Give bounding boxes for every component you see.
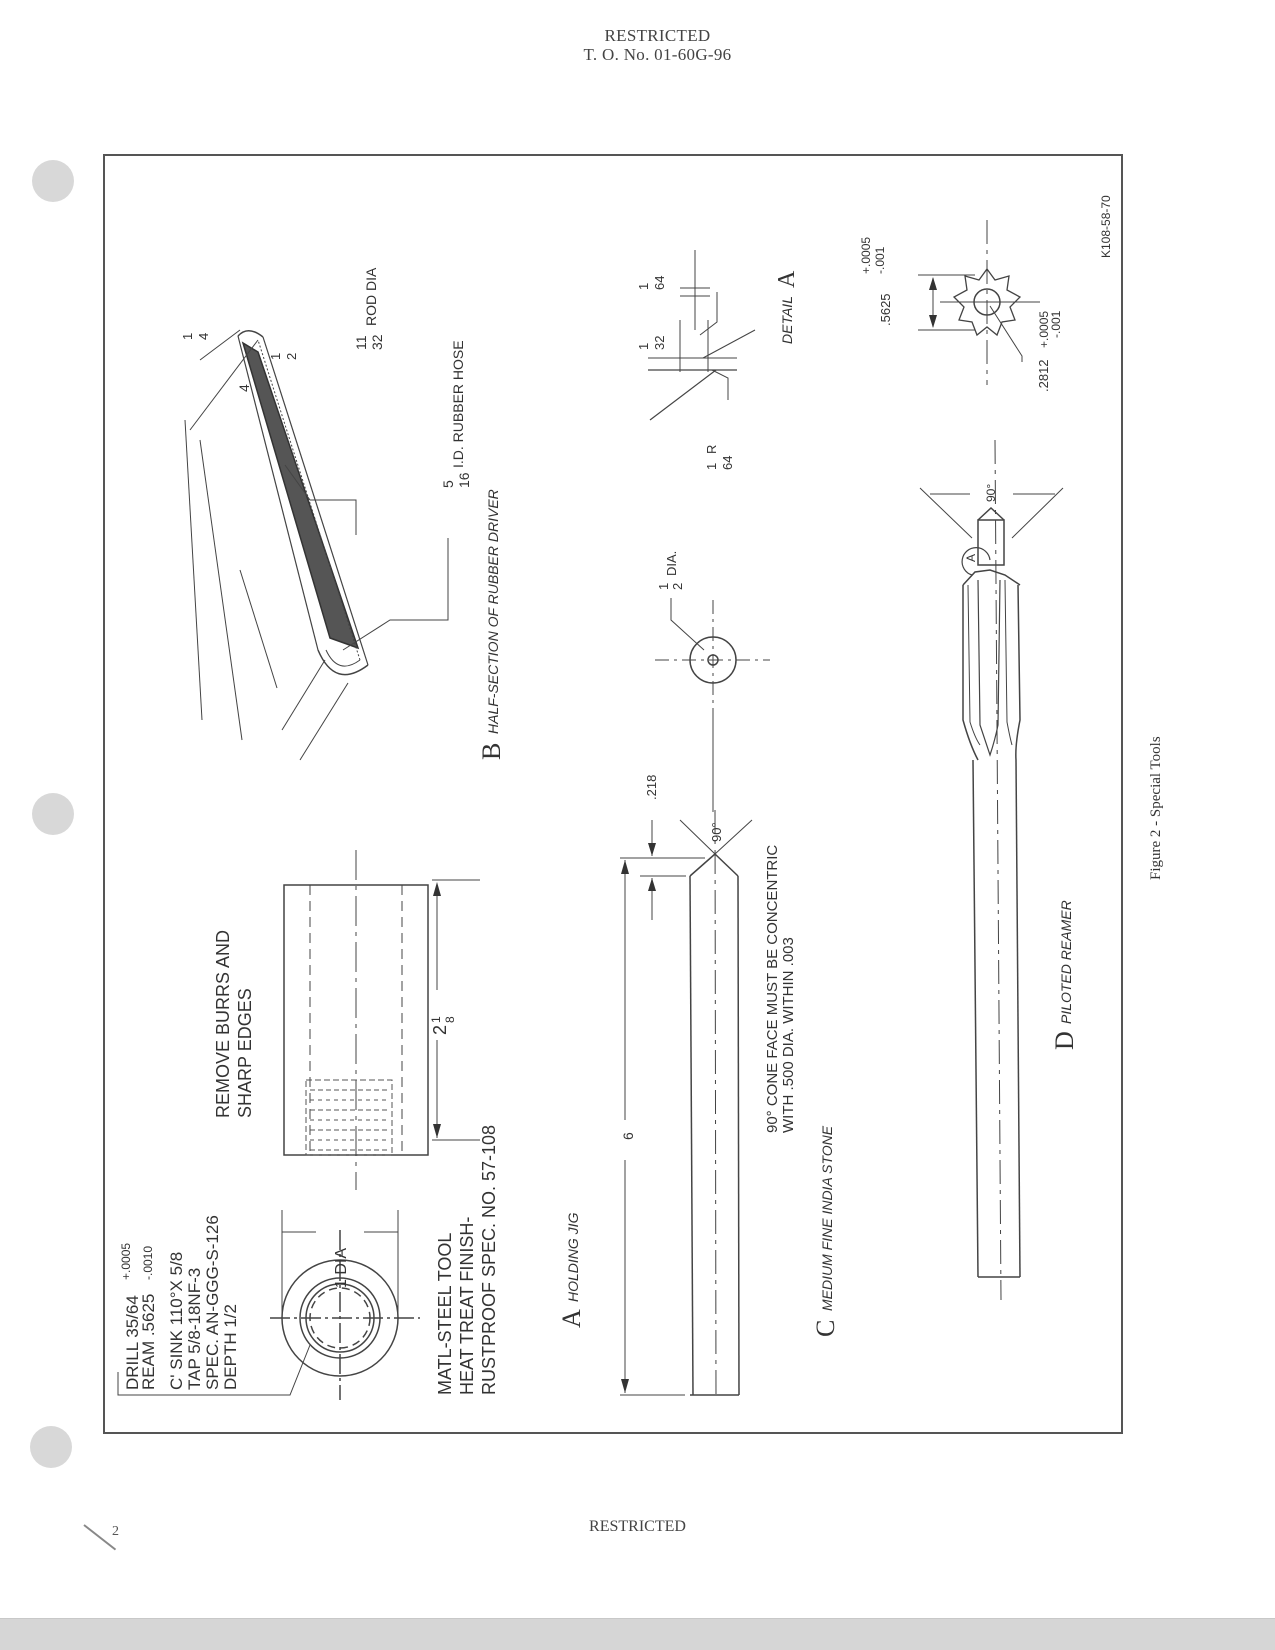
svg-text:1: 1 <box>636 282 651 290</box>
svg-text:I.D. RUBBER HOSE: I.D. RUBBER HOSE <box>450 340 466 468</box>
detail-a-dim-64 <box>636 276 667 290</box>
svg-text:MATL-STEEL TOOL: MATL-STEEL TOOL <box>435 1232 455 1395</box>
tool-d-caption <box>1050 900 1079 1050</box>
svg-text:64: 64 <box>720 455 735 470</box>
tool-a-material-note <box>435 1125 499 1395</box>
page-number: 2 <box>112 1524 119 1539</box>
svg-text:+.0005: +.0005 <box>119 1242 133 1280</box>
svg-text:DIA.: DIA. <box>664 550 679 576</box>
tool-d-detail-marker: A <box>964 553 978 562</box>
svg-text:90° CONE FACE MUST BE CONCENTR: 90° CONE FACE MUST BE CONCENTRIC <box>764 844 781 1133</box>
tool-b-dim-quarter <box>180 333 211 340</box>
svg-text:HOLDING JIG: HOLDING JIG <box>565 1212 581 1302</box>
header-classification: RESTRICTED <box>604 26 711 45</box>
svg-text:+.0005: +.0005 <box>1037 310 1051 348</box>
svg-text:HEAT TREAT FINISH-: HEAT TREAT FINISH- <box>457 1216 477 1395</box>
svg-text:2: 2 <box>284 352 299 360</box>
scan-bottom-band <box>0 1618 1275 1650</box>
svg-text:DETAIL: DETAIL <box>779 296 795 344</box>
svg-text:R: R <box>704 444 719 454</box>
tool-a-dia-label: 1 DIA <box>333 1247 350 1288</box>
detail-a-drawing <box>648 250 755 420</box>
header-doc-number: T. O. No. 01-60G-96 <box>583 45 732 64</box>
svg-text:MEDIUM FINE INDIA STONE: MEDIUM FINE INDIA STONE <box>819 1125 835 1311</box>
svg-text:2: 2 <box>670 582 685 590</box>
figure-caption: Figure 2 - Special Tools <box>1148 736 1164 880</box>
svg-text:WITH .500 DIA. WITHIN .003: WITH .500 DIA. WITHIN .003 <box>780 937 797 1133</box>
tool-a-burrs-note <box>213 930 255 1118</box>
tool-c-length: 6 <box>620 1132 636 1140</box>
tool-b-hose-id <box>440 340 472 488</box>
svg-text:REAM .5625: REAM .5625 <box>139 1293 158 1390</box>
svg-text:.2812: .2812 <box>1036 359 1051 392</box>
svg-text:4: 4 <box>236 384 252 392</box>
svg-text:-.0010: -.0010 <box>141 1245 155 1280</box>
svg-text:A: A <box>557 1309 586 1328</box>
svg-text:64: 64 <box>652 275 667 290</box>
detail-a-dim-32 <box>636 336 667 350</box>
svg-text:.5625: .5625 <box>878 293 893 326</box>
detail-a-radius <box>704 445 735 470</box>
tool-d-od-dim <box>859 237 893 326</box>
svg-text:DRILL 35/64: DRILL 35/64 <box>123 1295 142 1390</box>
svg-text:5: 5 <box>440 480 456 488</box>
tool-a-caption <box>557 1212 586 1328</box>
svg-text:2: 2 <box>430 1024 450 1035</box>
tool-c-concentric-note <box>764 845 797 1133</box>
svg-text:B: B <box>477 742 506 760</box>
tool-d-pilot-dim <box>1036 310 1063 392</box>
svg-text:1: 1 <box>180 332 195 340</box>
svg-text:-.001: -.001 <box>873 246 887 274</box>
tool-b-dim-half <box>268 353 299 360</box>
svg-text:PILOTED REAMER: PILOTED REAMER <box>1058 900 1074 1024</box>
tool-c-dia <box>656 551 685 590</box>
tool-d-angle: 90° <box>984 483 998 502</box>
tool-b-rod-dia <box>353 267 385 350</box>
svg-text:8: 8 <box>443 1016 457 1023</box>
svg-text:D: D <box>1050 1031 1079 1050</box>
svg-text:DEPTH 1/2: DEPTH 1/2 <box>221 1304 240 1390</box>
tool-c-caption <box>811 1125 840 1337</box>
tool-a-length-dim <box>429 1016 457 1035</box>
footer-classification: RESTRICTED <box>589 1518 686 1535</box>
svg-text:SPEC. AN-GGG-S-126: SPEC. AN-GGG-S-126 <box>203 1215 222 1390</box>
india-stone-drawing <box>620 598 770 1400</box>
svg-text:REMOVE BURRS AND: REMOVE BURRS AND <box>213 929 233 1118</box>
svg-text:4: 4 <box>196 332 211 340</box>
svg-text:1: 1 <box>656 582 671 590</box>
svg-text:SHARP EDGES: SHARP EDGES <box>235 988 255 1118</box>
svg-text:HALF-SECTION OF RUBBER DRIVER: HALF-SECTION OF RUBBER DRIVER <box>485 489 501 734</box>
svg-text:16: 16 <box>456 472 472 488</box>
rubber-driver-drawing <box>185 330 448 760</box>
svg-text:A: A <box>774 270 800 288</box>
tool-c-angle: 90° <box>709 822 724 842</box>
svg-text:+.0005: +.0005 <box>859 236 873 274</box>
svg-text:32: 32 <box>369 334 385 350</box>
svg-text:C: C <box>811 1319 840 1337</box>
svg-text:11: 11 <box>353 335 369 350</box>
svg-text:1: 1 <box>636 342 651 350</box>
tool-b-caption <box>477 489 506 760</box>
tool-c-tip-dim: .218 <box>644 774 659 800</box>
svg-text:RUSTPROOF SPEC. NO. 57-108: RUSTPROOF SPEC. NO. 57-108 <box>479 1124 499 1395</box>
svg-text:32: 32 <box>652 335 667 350</box>
svg-text:-.001: -.001 <box>1049 310 1063 338</box>
svg-text:C' SINK 110°X 5/8: C' SINK 110°X 5/8 <box>167 1251 186 1390</box>
svg-text:1: 1 <box>268 352 283 360</box>
svg-text:1: 1 <box>704 462 719 470</box>
detail-a-caption <box>774 270 800 344</box>
svg-text:ROD DIA: ROD DIA <box>363 267 379 326</box>
svg-text:TAP 5/8-18NF-3: TAP 5/8-18NF-3 <box>185 1267 204 1390</box>
drawing-number: K108-58-70 <box>1099 195 1113 258</box>
tool-a-notes <box>119 1215 240 1390</box>
svg-text:1: 1 <box>429 1016 443 1023</box>
tool-b-dim-4 <box>236 384 252 392</box>
